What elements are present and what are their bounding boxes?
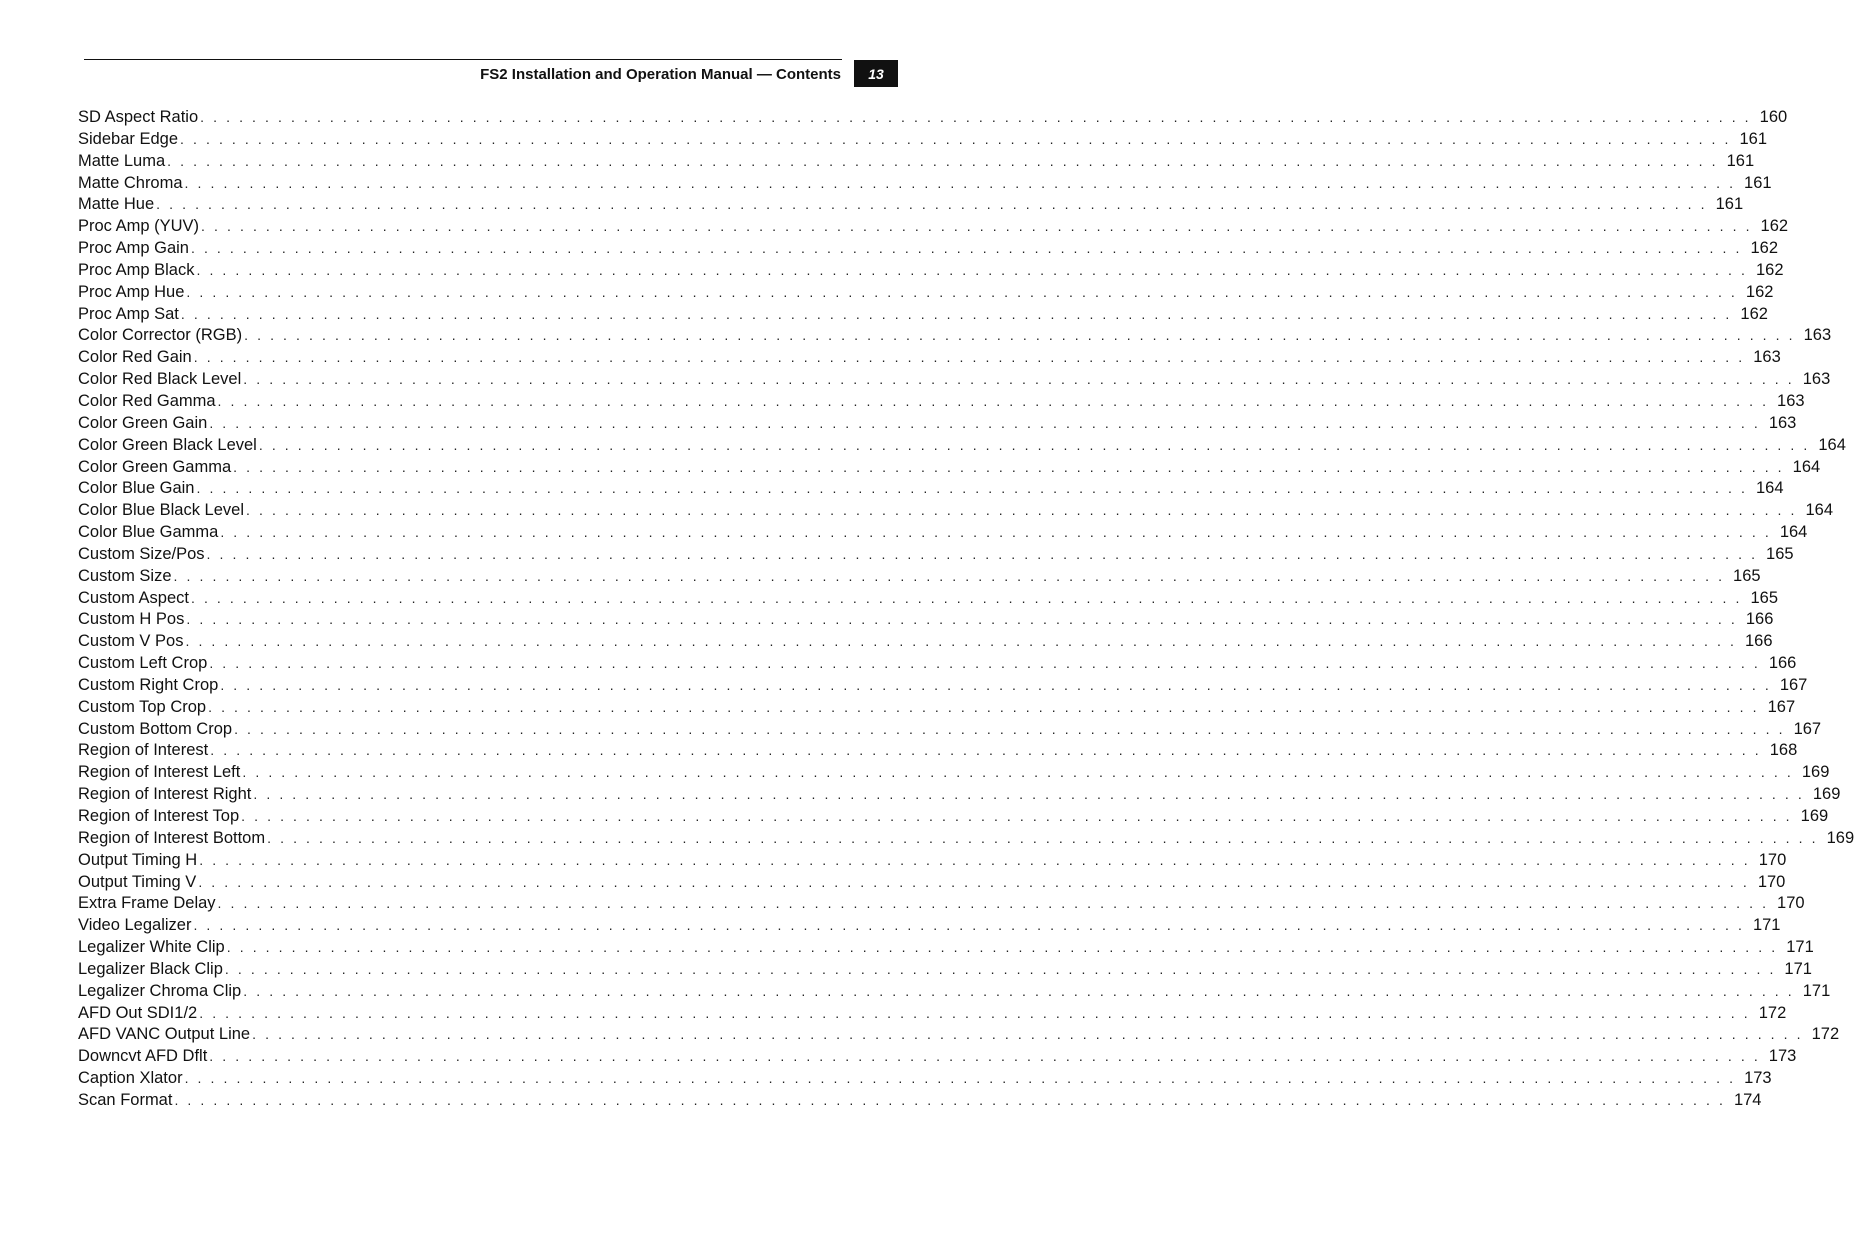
toc-entry-label: Proc Amp Sat: [78, 304, 179, 323]
toc-entry[interactable]: [78, 828, 1854, 850]
toc-entry[interactable]: [78, 850, 1787, 872]
toc-entry[interactable]: [78, 1003, 1787, 1025]
table-of-contents: [78, 107, 1854, 1112]
toc-entry[interactable]: [78, 544, 1794, 566]
toc-entry-page: 169: [1801, 763, 1830, 782]
toc-entry-page: 169: [1826, 828, 1854, 847]
toc-entry-page: 169: [1812, 785, 1841, 804]
toc-entry[interactable]: [78, 391, 1805, 413]
toc-dot-leader: . . . . . . . . . . . . . . . . . . . . . . . . . . . . . . . . . . . . . . . . . . . . . . . . . . . . . . . . . . . . . . . . . . . . . . . . . . . . . . . . . . . . . . . . . . . . . . . . . . . . . . . . . . . . . . . . . . . . . . . .: [244, 327, 1796, 344]
toc-entry[interactable]: [78, 609, 1774, 631]
toc-dot-leader: . . . . . . . . . . . . . . . . . . . . . . . . . . . . . . . . . . . . . . . . . . . . . . . . . . . . . . . . . . . . . . . . . . . . . . . . . . . . . . . . . . . . . . . . . . . . . . . . . . . . . . . . . . . . . . . . . . . . . . . .: [210, 742, 1762, 759]
toc-dot-leader: . . . . . . . . . . . . . . . . . . . . . . . . . . . . . . . . . . . . . . . . . . . . . . . . . . . . . . . . . . . . . . . . . . . . . . . . . . . . . . . . . . . . . . . . . . . . . . . . . . . . . . . . . . . . . . . . . . . . . . . .: [173, 567, 1725, 584]
toc-entry[interactable]: [78, 369, 1831, 391]
toc-entry-page: 164: [1818, 435, 1846, 454]
toc-dot-leader: . . . . . . . . . . . . . . . . . . . . . . . . . . . . . . . . . . . . . . . . . . . . . . . . . . . . . . . . . . . . . . . . . . . . . . . . . . . . . . . . . . . . . . . . . . . . . . . . . . . . . . . . . . . . . . . . . . . . . . . .: [220, 524, 1772, 541]
toc-dot-leader: . . . . . . . . . . . . . . . . . . . . . . . . . . . . . . . . . . . . . . . . . . . . . . . . . . . . . . . . . . . . . . . . . . . . . . . . . . . . . . . . . . . . . . . . . . . . . . . . . . . . . . . . . . . . . . . . . . . . . . . .: [190, 240, 1742, 257]
toc-entry-label: Caption Xlator: [78, 1069, 183, 1088]
toc-entry[interactable]: [78, 893, 1805, 915]
toc-dot-leader: . . . . . . . . . . . . . . . . . . . . . . . . . . . . . . . . . . . . . . . . . . . . . . . . . . . . . . . . . . . . . . . . . . . . . . . . . . . . . . . . . . . . . . . . . . . . . . . . . . . . . . . . . . . . . . . . . . . . . . . .: [209, 1048, 1761, 1065]
toc-entry-page: 162: [1740, 304, 1768, 323]
toc-entry-label: Color Green Gamma: [78, 457, 232, 476]
toc-entry-label: Region of Interest Bottom: [78, 828, 266, 847]
toc-dot-leader: . . . . . . . . . . . . . . . . . . . . . . . . . . . . . . . . . . . . . . . . . . . . . . . . . . . . . . . . . . . . . . . . . . . . . . . . . . . . . . . . . . . . . . . . . . . . . . . . . . . . . . . . . . . . . . . . . . . . . . . .: [258, 436, 1810, 453]
toc-entry-label: AFD Out SDI1/2: [78, 1003, 198, 1022]
toc-entry[interactable]: [78, 675, 1808, 697]
toc-dot-leader: . . . . . . . . . . . . . . . . . . . . . . . . . . . . . . . . . . . . . . . . . . . . . . . . . . . . . . . . . . . . . . . . . . . . . . . . . . . . . . . . . . . . . . . . . . . . . . . . . . . . . . . . . . . . . . . . . . . . . . . .: [201, 218, 1753, 235]
toc-dot-leader: . . . . . . . . . . . . . . . . . . . . . . . . . . . . . . . . . . . . . . . . . . . . . . . . . . . . . . . . . . . . . . . . . . . . . . . . . . . . . . . . . . . . . . . . . . . . . . . . . . . . . . . . . . . . . . . . . . . . . . . .: [209, 655, 1761, 672]
toc-entry-label: Color Green Gain: [78, 413, 208, 432]
toc-entry[interactable]: [78, 631, 1773, 653]
toc-entry[interactable]: [78, 238, 1778, 260]
toc-dot-leader: . . . . . . . . . . . . . . . . . . . . . . . . . . . . . . . . . . . . . . . . . . . . . . . . . . . . . . . . . . . . . . . . . . . . . . . . . . . . . . . . . . . . . . . . . . . . . . . . . . . . . . . . . . . . . . . . . . . . . . . .: [185, 633, 1737, 650]
toc-entry[interactable]: [78, 216, 1789, 238]
toc-entry-label: Region of Interest Right: [78, 785, 252, 804]
toc-entry-label: Extra Frame Delay: [78, 894, 216, 913]
toc-entry[interactable]: [78, 784, 1841, 806]
toc-entry-page: 161: [1726, 151, 1755, 170]
toc-entry-page: 161: [1715, 195, 1744, 214]
toc-entry-label: Color Corrector (RGB): [78, 326, 243, 345]
toc-entry-page: 164: [1792, 457, 1821, 476]
toc-dot-leader: . . . . . . . . . . . . . . . . . . . . . . . . . . . . . . . . . . . . . . . . . . . . . . . . . . . . . . . . . . . . . . . . . . . . . . . . . . . . . . . . . . . . . . . . . . . . . . . . . . . . . . . . . . . . . . . . . . . . . . . .: [220, 676, 1772, 693]
toc-entry-page: 172: [1811, 1025, 1840, 1044]
toc-entry-label: Proc Amp Hue: [78, 282, 185, 301]
toc-entry[interactable]: [78, 194, 1744, 216]
toc-dot-leader: . . . . . . . . . . . . . . . . . . . . . . . . . . . . . . . . . . . . . . . . . . . . . . . . . . . . . . . . . . . . . . . . . . . . . . . . . . . . . . . . . . . . . . . . . . . . . . . . . . . . . . . . . . . . . . . . . . . . . . . .: [209, 414, 1761, 431]
toc-dot-leader: . . . . . . . . . . . . . . . . . . . . . . . . . . . . . . . . . . . . . . . . . . . . . . . . . . . . . . . . . . . . . . . . . . . . . . . . . . . . . . . . . . . . . . . . . . . . . . . . . . . . . . . . . . . . . . . . . . . . . . . .: [206, 545, 1758, 562]
toc-entry[interactable]: [78, 959, 1812, 981]
toc-entry[interactable]: [78, 653, 1797, 675]
toc-entry-page: 160: [1759, 108, 1788, 126]
toc-entry[interactable]: [78, 435, 1846, 457]
toc-entry-label: Sidebar Edge: [78, 129, 178, 148]
toc-entry[interactable]: [78, 697, 1796, 719]
toc-dot-leader: . . . . . . . . . . . . . . . . . . . . . . . . . . . . . . . . . . . . . . . . . . . . . . . . . . . . . . . . . . . . . . . . . . . . . . . . . . . . . . . . . . . . . . . . . . . . . . . . . . . . . . . . . . . . . . . . . . . . . . . .: [186, 283, 1738, 300]
toc-entry[interactable]: [78, 937, 1814, 959]
toc-entry-page: 163: [1803, 326, 1832, 345]
toc-entry-label: Custom Left Crop: [78, 654, 208, 673]
toc-entry[interactable]: [78, 478, 1784, 500]
toc-dot-leader: . . . . . . . . . . . . . . . . . . . . . . . . . . . . . . . . . . . . . . . . . . . . . . . . . . . . . . . . . . . . . . . . . . . . . . . . . . . . . . . . . . . . . . . . . . . . . . . . . . . . . . . . . . . . . . . . . . . . . . . .: [156, 196, 1708, 213]
toc-entry-label: Matte Hue: [78, 195, 155, 214]
toc-entry-label: Custom Bottom Crop: [78, 719, 233, 738]
toc-dot-leader: . . . . . . . . . . . . . . . . . . . . . . . . . . . . . . . . . . . . . . . . . . . . . . . . . . . . . . . . . . . . . . . . . . . . . . . . . . . . . . . . . . . . . . . . . . . . . . . . . . . . . . . . . . . . . . . . . . . . . . . .: [226, 939, 1778, 956]
toc-entry-label: Legalizer Chroma Clip: [78, 981, 242, 1000]
toc-entry-page: 161: [1739, 129, 1768, 148]
page-number-badge: 13: [854, 60, 898, 87]
toc-entry-label: Color Blue Gain: [78, 479, 195, 498]
toc-entry[interactable]: [78, 1024, 1840, 1046]
toc-entry-page: 164: [1755, 479, 1784, 498]
toc-dot-leader: . . . . . . . . . . . . . . . . . . . . . . . . . . . . . . . . . . . . . . . . . . . . . . . . . . . . . . . . . . . . . . . . . . . . . . . . . . . . . . . . . . . . . . . . . . . . . . . . . . . . . . . . . . . . . . . . . . . . . . . .: [199, 851, 1751, 868]
toc-entry-label: Color Red Black Level: [78, 370, 242, 389]
toc-entry-label: Region of Interest Left: [78, 763, 241, 782]
toc-entry[interactable]: [78, 304, 1768, 326]
toc-entry-page: 165: [1750, 588, 1778, 607]
toc-entry-label: Custom Top Crop: [78, 697, 207, 716]
toc-dot-leader: . . . . . . . . . . . . . . . . . . . . . . . . . . . . . . . . . . . . . . . . . . . . . . . . . . . . . . . . . . . . . . . . . . . . . . . . . . . . . . . . . . . . . . . . . . . . . . . . . . . . . . . . . . . . . . . . . . . . . . . .: [252, 1026, 1804, 1043]
toc-entry-page: 169: [1800, 807, 1829, 825]
toc-dot-leader: . . . . . . . . . . . . . . . . . . . . . . . . . . . . . . . . . . . . . . . . . . . . . . . . . . . . . . . . . . . . . . . . . . . . . . . . . . . . . . . . . . . . . . . . . . . . . . . . . . . . . . . . . . . . . . . . . . . . . . . .: [200, 109, 1752, 125]
toc-entry-page: 162: [1745, 282, 1774, 301]
toc-dot-leader: . . . . . . . . . . . . . . . . . . . . . . . . . . . . . . . . . . . . . . . . . . . . . . . . . . . . . . . . . . . . . . . . . . . . . . . . . . . . . . . . . . . . . . . . . . . . . . . . . . . . . . . . . . . . . . . . . . . . . . . .: [167, 152, 1719, 169]
toc-entry-page: 171: [1786, 938, 1814, 957]
toc-dot-leader: . . . . . . . . . . . . . . . . . . . . . . . . . . . . . . . . . . . . . . . . . . . . . . . . . . . . . . . . . . . . . . . . . . . . . . . . . . . . . . . . . . . . . . . . . . . . . . . . . . . . . . . . . . . . . . . . . . . . . . . .: [193, 917, 1745, 934]
toc-dot-leader: . . . . . . . . . . . . . . . . . . . . . . . . . . . . . . . . . . . . . . . . . . . . . . . . . . . . . . . . . . . . . . . . . . . . . . . . . . . . . . . . . . . . . . . . . . . . . . . . . . . . . . . . . . . . . . . . . . . . . . . .: [180, 130, 1732, 147]
toc-dot-leader: . . . . . . . . . . . . . . . . . . . . . . . . . . . . . . . . . . . . . . . . . . . . . . . . . . . . . . . . . . . . . . . . . . . . . . . . . . . . . . . . . . . . . . . . . . . . . . . . . . . . . . . . . . . . . . . . . . . . . . . .: [174, 1091, 1726, 1108]
toc-entry-label: SD Aspect Ratio: [78, 108, 199, 126]
toc-entry-page: 163: [1753, 348, 1781, 367]
toc-entry-label: Custom V Pos: [78, 632, 184, 651]
toc-entry-label: Matte Luma: [78, 151, 166, 170]
toc-entry[interactable]: [78, 1090, 1762, 1112]
toc-entry-page: 173: [1768, 1047, 1797, 1066]
toc-entry-page: 166: [1744, 632, 1773, 651]
toc-dot-leader: . . . . . . . . . . . . . . . . . . . . . . . . . . . . . . . . . . . . . . . . . . . . . . . . . . . . . . . . . . . . . . . . . . . . . . . . . . . . . . . . . . . . . . . . . . . . . . . . . . . . . . . . . . . . . . . . . . . . . . . .: [193, 349, 1745, 366]
toc-entry-page: 170: [1758, 850, 1787, 869]
toc-dot-leader: . . . . . . . . . . . . . . . . . . . . . . . . . . . . . . . . . . . . . . . . . . . . . . . . . . . . . . . . . . . . . . . . . . . . . . . . . . . . . . . . . . . . . . . . . . . . . . . . . . . . . . . . . . . . . . . . . . . . . . . .: [242, 764, 1794, 781]
toc-dot-leader: . . . . . . . . . . . . . . . . . . . . . . . . . . . . . . . . . . . . . . . . . . . . . . . . . . . . . . . . . . . . . . . . . . . . . . . . . . . . . . . . . . . . . . . . . . . . . . . . . . . . . . . . . . . . . . . . . . . . . . . .: [208, 698, 1760, 715]
toc-entry[interactable]: [78, 151, 1755, 173]
toc-entry-label: Proc Amp Black: [78, 260, 195, 279]
toc-entry-label: Scan Format: [78, 1090, 173, 1109]
toc-entry[interactable]: [78, 566, 1761, 588]
toc-dot-leader: . . . . . . . . . . . . . . . . . . . . . . . . . . . . . . . . . . . . . . . . . . . . . . . . . . . . . . . . . . . . . . . . . . . . . . . . . . . . . . . . . . . . . . . . . . . . . . . . . . . . . . . . . . . . . . . . . . . . . . . .: [184, 1070, 1736, 1087]
toc-entry-label: Video Legalizer: [78, 916, 192, 935]
toc-entry-page: 163: [1802, 370, 1831, 389]
toc-entry-page: 164: [1805, 501, 1834, 520]
toc-dot-leader: . . . . . . . . . . . . . . . . . . . . . . . . . . . . . . . . . . . . . . . . . . . . . . . . . . . . . . . . . . . . . . . . . . . . . . . . . . . . . . . . . . . . . . . . . . . . . . . . . . . . . . . . . . . . . . . . . . . . . . . .: [267, 829, 1819, 846]
toc-entry[interactable]: [78, 762, 1830, 784]
toc-entry-page: 165: [1766, 544, 1794, 563]
toc-entry[interactable]: [78, 806, 1829, 828]
toc-entry-label: Proc Amp Gain: [78, 239, 189, 258]
toc-entry-page: 171: [1802, 981, 1831, 1000]
toc-entry[interactable]: [78, 413, 1797, 435]
toc-dot-leader: . . . . . . . . . . . . . . . . . . . . . . . . . . . . . . . . . . . . . . . . . . . . . . . . . . . . . . . . . . . . . . . . . . . . . . . . . . . . . . . . . . . . . . . . . . . . . . . . . . . . . . . . . . . . . . . . . . . . . . . .: [196, 480, 1748, 497]
toc-entry-page: 170: [1757, 872, 1786, 891]
toc-entry-page: 168: [1769, 741, 1798, 760]
toc-entry-label: Color Green Black Level: [78, 435, 257, 454]
toc-entry[interactable]: [78, 1046, 1797, 1068]
toc-entry-page: 167: [1793, 719, 1822, 738]
toc-entry[interactable]: [78, 500, 1834, 522]
toc-entry[interactable]: [78, 129, 1768, 151]
toc-entry-label: Custom Size: [78, 566, 172, 585]
toc-entry-label: Matte Chroma: [78, 173, 183, 192]
toc-entry-label: Color Blue Black Level: [78, 501, 244, 520]
toc-entry-label: Region of Interest Top: [78, 807, 240, 825]
header-rule: [84, 59, 842, 60]
header-title: FS2 Installation and Operation Manual — Contents: [480, 66, 841, 83]
toc-entry[interactable]: [78, 740, 1798, 762]
toc-entry[interactable]: [78, 522, 1808, 544]
toc-entry-page: 171: [1784, 959, 1812, 978]
toc-dot-leader: . . . . . . . . . . . . . . . . . . . . . . . . . . . . . . . . . . . . . . . . . . . . . . . . . . . . . . . . . . . . . . . . . . . . . . . . . . . . . . . . . . . . . . . . . . . . . . . . . . . . . . . . . . . . . . . . . . . . . . . .: [190, 589, 1742, 606]
toc-entry-page: 172: [1758, 1003, 1787, 1022]
toc-entry-label: AFD VANC Output Line: [78, 1025, 251, 1044]
toc-entry[interactable]: [78, 872, 1786, 894]
toc-entry[interactable]: [78, 457, 1821, 479]
toc-entry-page: 170: [1777, 894, 1805, 913]
toc-entry-label: Color Red Gain: [78, 348, 192, 367]
toc-entry[interactable]: [78, 915, 1781, 937]
toc-dot-leader: . . . . . . . . . . . . . . . . . . . . . . . . . . . . . . . . . . . . . . . . . . . . . . . . . . . . . . . . . . . . . . . . . . . . . . . . . . . . . . . . . . . . . . . . . . . . . . . . . . . . . . . . . . . . . . . . . . . . . . . .: [241, 808, 1793, 824]
toc-entry[interactable]: [78, 981, 1831, 1003]
toc-entry-page: 174: [1733, 1090, 1762, 1109]
toc-entry-label: Custom Right Crop: [78, 675, 219, 694]
toc-dot-leader: . . . . . . . . . . . . . . . . . . . . . . . . . . . . . . . . . . . . . . . . . . . . . . . . . . . . . . . . . . . . . . . . . . . . . . . . . . . . . . . . . . . . . . . . . . . . . . . . . . . . . . . . . . . . . . . . . . . . . . . .: [199, 1004, 1751, 1021]
toc-entry-page: 167: [1779, 675, 1808, 694]
toc-entry-label: Output Timing V: [78, 872, 197, 891]
toc-entry-label: Custom H Pos: [78, 610, 185, 629]
toc-dot-leader: . . . . . . . . . . . . . . . . . . . . . . . . . . . . . . . . . . . . . . . . . . . . . . . . . . . . . . . . . . . . . . . . . . . . . . . . . . . . . . . . . . . . . . . . . . . . . . . . . . . . . . . . . . . . . . . . . . . . . . . .: [186, 611, 1738, 628]
toc-dot-leader: . . . . . . . . . . . . . . . . . . . . . . . . . . . . . . . . . . . . . . . . . . . . . . . . . . . . . . . . . . . . . . . . . . . . . . . . . . . . . . . . . . . . . . . . . . . . . . . . . . . . . . . . . . . . . . . . . . . . . . . .: [224, 960, 1776, 977]
toc-entry-label: Proc Amp (YUV): [78, 217, 200, 236]
toc-entry[interactable]: [78, 107, 1788, 129]
toc-entry[interactable]: [78, 173, 1772, 195]
toc-entry[interactable]: [78, 347, 1781, 369]
toc-entry[interactable]: [78, 282, 1774, 304]
toc-dot-leader: . . . . . . . . . . . . . . . . . . . . . . . . . . . . . . . . . . . . . . . . . . . . . . . . . . . . . . . . . . . . . . . . . . . . . . . . . . . . . . . . . . . . . . . . . . . . . . . . . . . . . . . . . . . . . . . . . . . . . . . .: [217, 392, 1769, 409]
toc-entry-page: 161: [1744, 173, 1772, 192]
toc-dot-leader: . . . . . . . . . . . . . . . . . . . . . . . . . . . . . . . . . . . . . . . . . . . . . . . . . . . . . . . . . . . . . . . . . . . . . . . . . . . . . . . . . . . . . . . . . . . . . . . . . . . . . . . . . . . . . . . . . . . . . . . .: [243, 371, 1795, 388]
toc-entry-page: 173: [1744, 1069, 1772, 1088]
toc-entry[interactable]: [78, 325, 1832, 347]
toc-entry[interactable]: [78, 1068, 1772, 1090]
toc-entry[interactable]: [78, 260, 1784, 282]
toc-entry-page: 163: [1768, 413, 1797, 432]
toc-dot-leader: . . . . . . . . . . . . . . . . . . . . . . . . . . . . . . . . . . . . . . . . . . . . . . . . . . . . . . . . . . . . . . . . . . . . . . . . . . . . . . . . . . . . . . . . . . . . . . . . . . . . . . . . . . . . . . . . . . . . . . . .: [184, 174, 1736, 191]
toc-entry-label: Legalizer White Clip: [78, 938, 225, 957]
toc-entry-label: Custom Aspect: [78, 588, 189, 607]
toc-entry-page: 166: [1745, 610, 1774, 629]
toc-entry-label: Color Red Gamma: [78, 391, 216, 410]
toc-dot-leader: . . . . . . . . . . . . . . . . . . . . . . . . . . . . . . . . . . . . . . . . . . . . . . . . . . . . . . . . . . . . . . . . . . . . . . . . . . . . . . . . . . . . . . . . . . . . . . . . . . . . . . . . . . . . . . . . . . . . . . . .: [243, 982, 1795, 999]
toc-entry-label: Region of Interest: [78, 741, 209, 760]
toc-entry-page: 162: [1760, 217, 1789, 236]
toc-entry-label: Custom Size/Pos: [78, 544, 205, 563]
toc-dot-leader: . . . . . . . . . . . . . . . . . . . . . . . . . . . . . . . . . . . . . . . . . . . . . . . . . . . . . . . . . . . . . . . . . . . . . . . . . . . . . . . . . . . . . . . . . . . . . . . . . . . . . . . . . . . . . . . . . . . . . . . .: [246, 502, 1798, 519]
toc-dot-leader: . . . . . . . . . . . . . . . . . . . . . . . . . . . . . . . . . . . . . . . . . . . . . . . . . . . . . . . . . . . . . . . . . . . . . . . . . . . . . . . . . . . . . . . . . . . . . . . . . . . . . . . . . . . . . . . . . . . . . . . .: [180, 305, 1732, 322]
toc-dot-leader: . . . . . . . . . . . . . . . . . . . . . . . . . . . . . . . . . . . . . . . . . . . . . . . . . . . . . . . . . . . . . . . . . . . . . . . . . . . . . . . . . . . . . . . . . . . . . . . . . . . . . . . . . . . . . . . . . . . . . . . .: [234, 720, 1786, 737]
toc-entry-page: 165: [1733, 566, 1761, 585]
toc-entry-page: 171: [1752, 916, 1781, 935]
toc-entry-page: 162: [1755, 260, 1784, 279]
toc-entry[interactable]: [78, 588, 1778, 610]
toc-entry-page: 167: [1767, 697, 1796, 716]
toc-dot-leader: . . . . . . . . . . . . . . . . . . . . . . . . . . . . . . . . . . . . . . . . . . . . . . . . . . . . . . . . . . . . . . . . . . . . . . . . . . . . . . . . . . . . . . . . . . . . . . . . . . . . . . . . . . . . . . . . . . . . . . . .: [233, 458, 1785, 475]
toc-entry-label: Output Timing H: [78, 850, 198, 869]
toc-entry[interactable]: [78, 719, 1822, 741]
toc-entry-page: 162: [1750, 239, 1778, 258]
toc-entry-page: 163: [1777, 391, 1805, 410]
toc-dot-leader: . . . . . . . . . . . . . . . . . . . . . . . . . . . . . . . . . . . . . . . . . . . . . . . . . . . . . . . . . . . . . . . . . . . . . . . . . . . . . . . . . . . . . . . . . . . . . . . . . . . . . . . . . . . . . . . . . . . . . . . .: [217, 895, 1769, 912]
toc-entry-label: Downcvt AFD Dflt: [78, 1047, 208, 1066]
toc-entry-page: 166: [1768, 654, 1797, 673]
toc-dot-leader: . . . . . . . . . . . . . . . . . . . . . . . . . . . . . . . . . . . . . . . . . . . . . . . . . . . . . . . . . . . . . . . . . . . . . . . . . . . . . . . . . . . . . . . . . . . . . . . . . . . . . . . . . . . . . . . . . . . . . . . .: [196, 261, 1748, 278]
toc-dot-leader: . . . . . . . . . . . . . . . . . . . . . . . . . . . . . . . . . . . . . . . . . . . . . . . . . . . . . . . . . . . . . . . . . . . . . . . . . . . . . . . . . . . . . . . . . . . . . . . . . . . . . . . . . . . . . . . . . . . . . . . .: [253, 786, 1805, 803]
toc-entry-label: Legalizer Black Clip: [78, 959, 223, 978]
toc-dot-leader: . . . . . . . . . . . . . . . . . . . . . . . . . . . . . . . . . . . . . . . . . . . . . . . . . . . . . . . . . . . . . . . . . . . . . . . . . . . . . . . . . . . . . . . . . . . . . . . . . . . . . . . . . . . . . . . . . . . . . . . .: [198, 873, 1750, 890]
toc-entry-page: 164: [1779, 523, 1808, 542]
toc-entry-label: Color Blue Gamma: [78, 523, 219, 542]
